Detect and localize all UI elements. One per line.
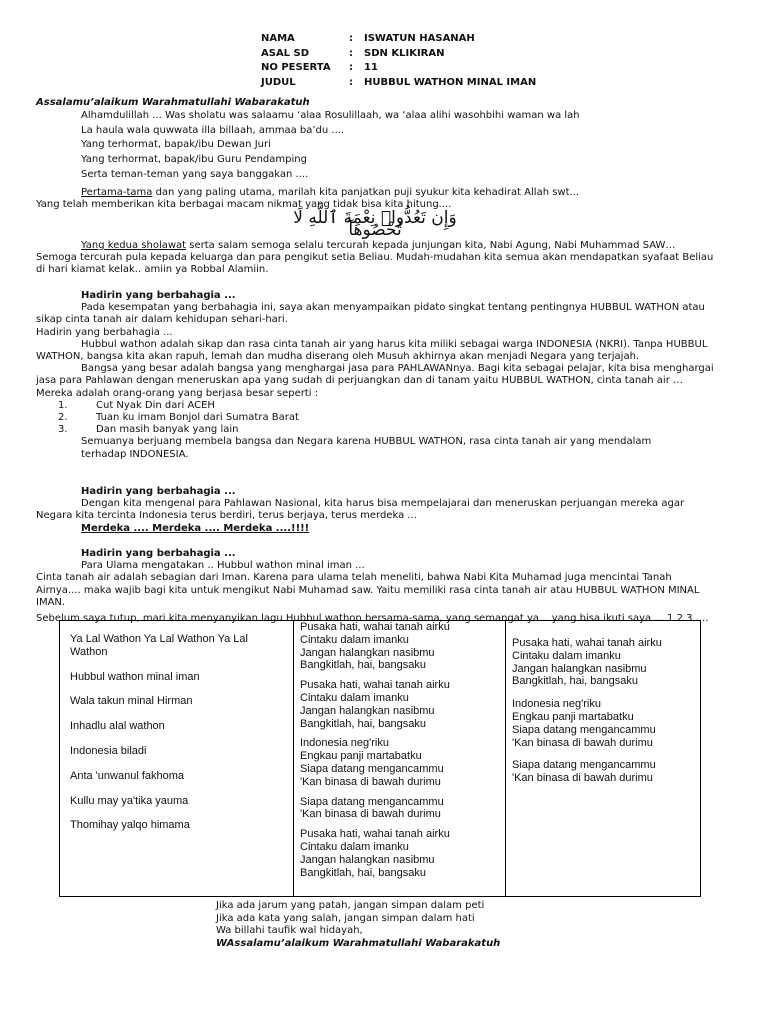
header-row-nama [261,32,536,47]
song-stanza: Indonesia neg'riku Engkau panji martabatku Siapa datang mengancammu 'Kan binasa di bawah durimu [512,698,656,749]
paragraph-lead: Pertama-tama [81,187,153,198]
song-column-arabic [60,621,294,896]
list-text: Tuan ku imam Bonjol dari Sumatra Barat [96,412,299,424]
section-heading: Hadirin yang berbahagia ... [81,290,236,301]
header-row-no-peserta [261,61,536,76]
header-sep: : [349,33,353,44]
header-key: NO PESERTA [261,62,331,73]
paragraph-text: serta salam semoga selalu tercurah kepada junjungan kita, Nabi Agung, Nabi Muhammad SAW… Semoga tercurah pula kepada keluarga dan para pengikut setia Beliau. Mudah-mudahan kita semua akan mendapatkan syafaat Beliau di hari kiamat kelak.. amiin ya Robbal Alamiin. [36,240,714,276]
song-stanza: Siapa datang mengancammu 'Kan binasa di bawah durimu [512,759,656,785]
section-text: Pada kesempatan yang berbahagia ini, saya akan menyampaikan pidato singkat tentang pentingnya HUBBUL WATHON atau sikap cinta tanah air dalam kehidupan sehari-hari. [36,302,705,326]
section-text: Dengan kita mengenal para Pahlawan Nasional, kita harus bisa mempelajarai dan meneruskan perjuangan mereka agar Negara kita tercinta Indonesia terus berdiri, terus berjaya, terus merdeka ... [36,498,685,522]
header-sep: : [349,62,353,73]
opening-line: Serta teman-teman yang saya banggakan .... [81,168,309,180]
song-line: Thomihay yalqo himama [70,819,190,832]
section-heading: Hadirin yang berbahagia ... [36,326,173,338]
header-row-judul [261,76,536,91]
closing-salam: WAssalamu’alaikum Warahmatullahi Wabarakatuh [216,937,501,949]
song-line: Inhadlu alal wathon [70,720,165,733]
song-line: Hubbul wathon minal iman [70,670,200,683]
list-item [36,412,716,424]
section-text: Cinta tanah air adalah sebagian dari Iman. Karena para ulama telah meneliti, bahwa Nabi Kita Muhamad juga mencintai Tanah Airnya.... maka wajib bagi kita untuk mengikut Nabi Muhamad saw. Yaitu memiliki rasa cinta tanah air atau HUBBUL WATHON MINAL IMAN. [36,572,700,608]
opening-line: Alhamdulillah ... Was sholatu was salaamu ‘alaa Rosulillaah, wa ‘alaa alihi wasohbihi waman wa lah [81,110,580,121]
song-column-indonesian-1 [294,621,506,896]
song-line: Indonesia biladi [70,744,147,757]
paragraph-lead: Yang kedua sholawat [81,240,187,251]
section-text: Sebelum saya tutup, mari kita menyanyikan lagu Hubbul wathon bersama-sama, yang semangat ya .. yang bisa ikuti saya ... 1 2 3 .... [36,613,709,625]
paragraph-text: Yang telah memberikan kita berbagai macam nikmat yang tidak bisa kita hitung.... [36,199,452,211]
section-text: Bangsa yang besar adalah bangsa yang menghargai jasa para PAHLAWANnya. Bagi kita sebagai pelajar, kita bisa menghargai jasa para Pahlawan dengan meneruskan apa yang sudah di perjuangkan dan di tanam yaitu HUBBUL WATHON, cinta tanah air … [36,363,714,387]
list-number: 2. [58,412,68,424]
list-number: 1. [58,399,68,411]
paragraph-text: dan yang paling utama, marilah kita panjatkan puji syukur kita kehadirat Allah swt... [152,187,580,198]
paragraph-sholawat [36,240,716,277]
opening-line: La haula wala quwwata illa billaah, ammaa ba’du .... [81,124,345,136]
closing-block [216,900,500,950]
song-column-indonesian-2 [506,621,700,896]
opening-line: Yang terhormat, bapak/ibu Dewan Juri [81,139,271,151]
header-sep: : [349,47,353,59]
song-stanza: Pusaka hati, wahai tanah airku Cintaku dalam imanku Jangan halangkan nasibmu Bangkitlah, hai, bangsaku [300,679,450,730]
header-value: ISWATUN HASANAH [364,33,475,44]
section-hubbul-wathon [36,290,716,461]
opening-salam: Assalamu’alaikum Warahmatullahi Wabarakatuh [36,97,310,108]
list-text: Dan masih banyak yang lain [96,424,239,436]
song-stanza: Indonesia neg'riku Engkau panji martabatku Siapa datang mengancammu 'Kan binasa di bawah durimu [300,737,444,788]
song-stanza: Siapa datang mengancammu 'Kan binasa di bawah durimu [300,795,444,821]
section-text: Mereka adalah orang-orang yang berjasa besar seperti : [36,387,319,399]
header-key: ASAL SD [261,47,310,59]
song-line: Ya Lal Wathon Ya Lal Wathon Ya Lal Wathon [70,633,248,658]
header-sep: : [349,76,353,88]
section-text: Semuanya berjuang membela bangsa dan Negara karena HUBBUL WATHON, rasa cinta tanah air yang mendalam terhadap INDONESIA. [81,436,652,460]
section-text: Para Ulama mengatakan .. Hubbul wathon minal iman ... [81,560,365,572]
pahlawan-list [36,400,716,437]
header-block [261,32,536,90]
song-line: Anta 'unwanul fakhoma [70,769,185,782]
header-value: SDN KLIKIRAN [364,47,445,59]
list-number: 3. [58,424,68,436]
section-iman [36,548,716,625]
merdeka-line: Merdeka .... Merdeka .... Merdeka ....!!!! [81,522,310,534]
header-value: HUBBUL WATHON MINAL IMAN [364,76,537,88]
section-pahlawan [36,486,716,535]
header-row-asal-sd [261,47,536,62]
header-key: JUDUL [261,76,296,88]
song-stanza: Pusaka hati, wahai tanah airku Cintaku dalam imanku Jangan halangkan nasibmu Bangkitlah, hai, bangsaku [300,621,450,672]
opening-line: Yang terhormat, bapak/ibu Guru Pendamping [81,154,307,166]
song-line: Wala takun minal Hirman [70,695,193,708]
song-stanza: Pusaka hati, wahai tanah airku Cintaku dalam imanku Jangan halangkan nasibmu Bangkitlah, hai, bangsaku [512,637,662,688]
header-key: NAMA [261,33,295,44]
song-lyrics-table [59,620,701,897]
list-text: Cut Nyak Din dari ACEH [96,399,215,411]
song-line: Kullu may ya'tika yauma [70,794,189,807]
arabic-verse: وَإِن تَعُدُّوا۟ نِعْمَةَ ٱللَّهِ لَا تُحْصُوهَآ [293,208,457,241]
list-item [36,424,716,436]
song-stanza: Pusaka hati, wahai tanah airku Cintaku dalam imanku Jangan halangkan nasibmu Bangkitlah, hai, bangsaku [300,828,450,879]
section-heading: Hadirin yang berbahagia ... [81,486,236,497]
section-heading: Hadirin yang berbahagia ... [81,548,236,559]
closing-line: Jika ada jarum yang patah, jangan simpan dalam peti [216,900,485,911]
opening-lines [36,110,716,181]
closing-line: Wa billahi taufik wal hidayah, [216,925,363,936]
closing-line: Jika ada kata yang salah, jangan simpan dalam hati [216,912,475,924]
header-value: 11 [364,62,378,73]
list-item [36,400,716,412]
section-text: Hubbul wathon adalah sikap dan rasa cinta tanah air yang harus kita miliki sebagai warga INDONESIA (NKRI). Tanpa HUBBUL WATHON, bangsa kita akan rapuh, lemah dan mudha diserang oleh Musuh akhirnya akan menjadi Negara yang terjajah. [36,338,708,363]
